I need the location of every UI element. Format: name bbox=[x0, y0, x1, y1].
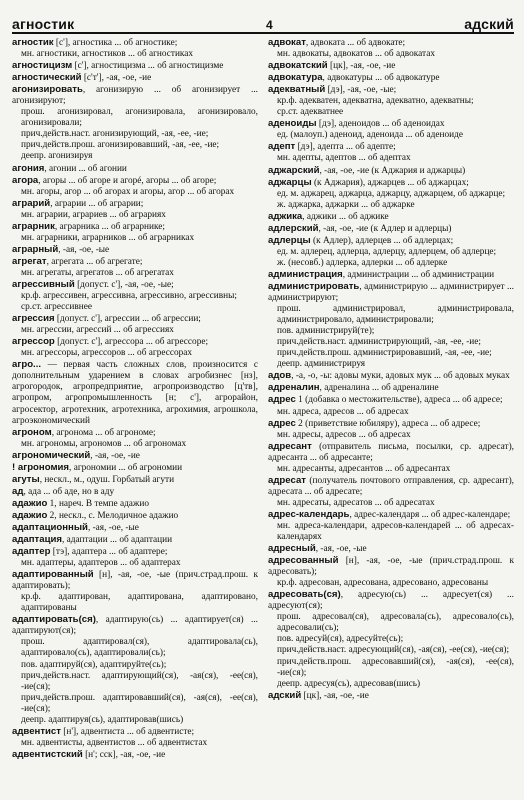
entry-text: [дэ], адепта ... об адепте; bbox=[295, 142, 396, 153]
entry-text: , адаптации ... об адаптации bbox=[61, 535, 173, 546]
entry-headword: администрация bbox=[268, 268, 343, 280]
entry-text: [допуст. с'], агрессии ... об агрессии; bbox=[54, 314, 201, 325]
dictionary-entry bbox=[12, 72, 258, 84]
dictionary-entry bbox=[268, 394, 514, 406]
dictionary-entry bbox=[12, 569, 258, 592]
dictionary-entry bbox=[268, 370, 514, 382]
entry-text: мн. аграрники, аграрников ... об аграрниках bbox=[21, 232, 195, 243]
running-header bbox=[12, 10, 514, 34]
entry-headword: адов bbox=[268, 370, 292, 382]
entry-headword: агро... bbox=[12, 359, 42, 371]
entry-subline bbox=[268, 498, 514, 509]
entry-text: , адвоката ... об адвокате; bbox=[305, 38, 406, 48]
dictionary-entry bbox=[12, 175, 258, 187]
dictionary-entry bbox=[268, 37, 514, 49]
entry-subline bbox=[268, 407, 514, 418]
entry-text: мн. адресаты, адресатов ... об адресатах bbox=[277, 497, 435, 508]
entry-subline bbox=[268, 258, 514, 269]
entry-subline bbox=[268, 304, 514, 326]
entry-subline bbox=[268, 657, 514, 679]
entry-subline bbox=[268, 348, 514, 359]
entry-headword: агонизировать bbox=[12, 84, 83, 96]
entry-headword: адаптация bbox=[12, 534, 62, 546]
entry-text: кр.ф. адресован, адресована, адресовано, адресованы bbox=[277, 578, 489, 589]
entry-text: мн. агрегаты, агрегатов ... об агрегатах bbox=[21, 267, 174, 278]
entry-text: (отправитель письма, посылки, ср. адресат), адресанта ... об адресанте; bbox=[268, 441, 514, 463]
entry-text: кр.ф. агрессивен, агрессивна, агрессивно, агрессивны; bbox=[21, 291, 237, 302]
entry-text: мн. агоры, агор ... об агорах и агоры, агор ... об агорах bbox=[21, 186, 235, 197]
entry-subline bbox=[268, 464, 514, 475]
entry-text: , -а, -о, -ы: адовы муки, адовых мук ... об адовых муках bbox=[291, 371, 510, 382]
entry-text: , агонизирую ... об агонизирует ... агонизируют; bbox=[12, 85, 258, 107]
entry-subline bbox=[12, 671, 258, 693]
entry-subline bbox=[12, 637, 258, 659]
dictionary-entry bbox=[12, 498, 258, 510]
dictionary-entry bbox=[268, 72, 514, 84]
entry-text: , агронома ... об агрономе; bbox=[51, 427, 156, 438]
entry-subline bbox=[12, 738, 258, 749]
dictionary-entry bbox=[12, 37, 258, 49]
entry-headword: адресовать(ся) bbox=[268, 589, 341, 601]
entry-subline bbox=[268, 96, 514, 107]
entry-headword: адвокатура bbox=[268, 72, 323, 84]
entry-headword: агрегат bbox=[12, 255, 47, 267]
entry-subline bbox=[268, 634, 514, 645]
entry-text: [н], -ая, -ое, -ые (прич.страд.прош. к адресовать); bbox=[268, 556, 514, 578]
entry-subline bbox=[12, 151, 258, 162]
entry-text: , агрономии ... об агрономии bbox=[69, 462, 183, 473]
dictionary-entry bbox=[268, 223, 514, 235]
left-column bbox=[12, 37, 258, 761]
dictionary-entry bbox=[12, 163, 258, 175]
entry-text: , -ая, -ое, -ые bbox=[87, 522, 139, 533]
entry-text: пов. администрируй(те); bbox=[277, 326, 375, 337]
entry-headword: агрессор bbox=[12, 336, 55, 348]
entry-headword: адресный bbox=[268, 543, 316, 555]
entry-headword: адский bbox=[268, 689, 302, 701]
dictionary-entry bbox=[12, 256, 258, 268]
entry-headword: агуты bbox=[12, 473, 40, 485]
entry-headword: адвентистский bbox=[12, 748, 83, 760]
entry-text: прош. агонизировал, агонизировала, агонизировало, агонизировали; bbox=[21, 107, 258, 129]
entry-text: (к Аджария), аджарцев ... об аджарцах; bbox=[311, 177, 469, 188]
entry-text: [н'], адвентиста ... об адвентисте; bbox=[60, 726, 195, 737]
dictionary-entry bbox=[268, 475, 514, 498]
entry-headword: адрес bbox=[268, 394, 296, 406]
entry-text: , адреналина ... об адреналине bbox=[319, 383, 439, 394]
entry-headword: ! агрономия bbox=[12, 461, 70, 473]
entry-text: мн. адвентисты, адвентистов ... об адвентистах bbox=[21, 737, 208, 748]
entry-text: , адаптирую(сь) ... адаптирует(ся) ... адаптируют(ся); bbox=[12, 615, 258, 637]
dictionary-entry bbox=[12, 510, 258, 522]
entry-headword: агрономический bbox=[12, 449, 91, 461]
dictionary-entry bbox=[12, 522, 258, 534]
entry-text: прич.действ.наст. агонизирующий, -ая, -ее, -ие; bbox=[21, 129, 209, 140]
entry-text: прич.действ.прош. адаптировавший(ся), -ая(ся), -ее(ся), -ие(ся); bbox=[21, 692, 258, 714]
entry-subline bbox=[12, 187, 258, 198]
entry-subline bbox=[268, 49, 514, 60]
entry-text: пов. адаптируй(ся), адаптируйте(сь); bbox=[21, 659, 167, 670]
entry-subline bbox=[12, 302, 258, 313]
entry-headword: адвентист bbox=[12, 725, 61, 737]
entry-text: [с'], агностика ... об агностике; bbox=[53, 38, 178, 48]
entry-subline bbox=[268, 645, 514, 656]
entry-text: [допуст. с'], -ая, -ое, -ые; bbox=[74, 279, 174, 290]
entry-text: , агрегата ... об агрегате; bbox=[46, 256, 143, 267]
entry-text: , администрации ... об администрации bbox=[342, 269, 495, 280]
entry-subline bbox=[12, 233, 258, 244]
dictionary-entry bbox=[268, 543, 514, 555]
right-column bbox=[268, 37, 514, 761]
entry-text: мн. адаптеры, адаптеров ... об адаптерах bbox=[21, 558, 181, 569]
dictionary-entry bbox=[268, 509, 514, 521]
entry-subline bbox=[268, 337, 514, 348]
entry-headword: агностический bbox=[12, 72, 82, 84]
entry-headword: адреналин bbox=[268, 382, 320, 394]
entry-headword: адресованный bbox=[268, 555, 339, 567]
entry-headword: агроном bbox=[12, 426, 52, 438]
dictionary-entry bbox=[268, 165, 514, 177]
entry-subline bbox=[12, 325, 258, 336]
dictionary-entry bbox=[12, 221, 258, 233]
dictionary-entry bbox=[268, 418, 514, 430]
entry-text: , -ая, -ое, -ие bbox=[90, 450, 140, 461]
entry-text: мн. адепты, адептов ... об адептах bbox=[277, 153, 411, 164]
entry-text: 2 (приветствие юбиляру), адреса ... об адресе; bbox=[295, 418, 481, 429]
entry-subline bbox=[12, 107, 258, 129]
entry-text: мн. адресы, адресов ... об адресах bbox=[277, 429, 411, 440]
entry-subline bbox=[268, 189, 514, 200]
entry-subline bbox=[268, 107, 514, 118]
entry-text: ед. (малоуп.) аденоид, аденоида ... об аденоиде bbox=[277, 130, 463, 141]
dictionary-entry bbox=[12, 450, 258, 462]
entry-text: 1 (добавка о местожительстве), адреса ... об адресе; bbox=[295, 395, 503, 406]
entry-subline bbox=[268, 578, 514, 589]
entry-subline bbox=[12, 140, 258, 151]
entry-text: , -ая, -ое, -ые bbox=[58, 244, 110, 255]
entry-headword: агрессивный bbox=[12, 278, 75, 290]
dictionary-entry bbox=[268, 441, 514, 464]
entry-text: (получатель почтового отправления, ср. адресант), адресата ... об адресате; bbox=[268, 475, 514, 497]
left-running-headword: агностик bbox=[12, 16, 75, 32]
entry-text: пов. адресуй(ся), адресуйте(сь); bbox=[277, 634, 404, 645]
entry-text: , аджики ... об аджике bbox=[302, 211, 389, 222]
entry-text: ср.ст. адекватнее bbox=[277, 107, 344, 118]
entry-subline bbox=[268, 130, 514, 141]
dictionary-entry bbox=[12, 60, 258, 72]
dictionary-entry bbox=[12, 534, 258, 546]
dictionary-entry bbox=[268, 690, 514, 702]
entry-text: мн. агрессоры, агрессоров ... об агрессорах bbox=[21, 348, 193, 359]
entry-headword: адлерцы bbox=[268, 234, 311, 246]
dictionary-entry bbox=[12, 486, 258, 498]
entry-subline bbox=[268, 612, 514, 634]
page-number: 4 bbox=[265, 18, 273, 32]
entry-text: мн. агностики, агностиков ... об агностиках bbox=[21, 49, 194, 60]
entry-text: , ада ... об аде, но в аду bbox=[23, 486, 115, 497]
entry-headword: адресат bbox=[268, 474, 306, 486]
entry-headword: адажио bbox=[12, 497, 48, 509]
entry-text: [дэ], -ая, -ое, -ые; bbox=[325, 85, 397, 96]
entry-subline bbox=[268, 247, 514, 258]
entry-text: , администрирую ... администрирует ... администрируют; bbox=[268, 281, 514, 304]
entry-text: ср.ст. агрессивнее bbox=[21, 302, 93, 313]
dictionary-entry bbox=[268, 177, 514, 189]
entry-text: ж. (несовб.) адлерка, адлерки ... об адлерке bbox=[277, 257, 448, 268]
entry-headword: адвокат bbox=[268, 37, 306, 48]
entry-headword: адаптер bbox=[12, 546, 51, 558]
entry-text: кр.ф. адекватен, адекватна, адекватно, адекватны; bbox=[277, 96, 474, 107]
dictionary-entry bbox=[268, 60, 514, 72]
entry-subline bbox=[268, 679, 514, 690]
entry-headword: адаптировать(ся) bbox=[12, 614, 96, 626]
entry-headword: адвокатский bbox=[268, 60, 328, 72]
entry-text: [с'], агностицизма ... об агностицизме bbox=[72, 61, 224, 72]
dictionary-entry bbox=[268, 118, 514, 130]
entry-subline bbox=[268, 153, 514, 164]
entry-headword: адрес-календарь bbox=[268, 508, 350, 520]
dictionary-entry bbox=[268, 382, 514, 394]
entry-text: прич.действ.прош. администрировавший, -ая, -ее, -ие; bbox=[277, 348, 492, 359]
entry-text: прош. адресовал(ся), адресовала(сь), адресовало(сь), адресовали(сь); bbox=[277, 612, 514, 634]
entry-text: прич.действ.наст. адаптирующий(ся), -ая(ся), -ее(ся), -ие(ся); bbox=[21, 670, 258, 692]
entry-text: кр.ф. адаптирован, адаптирована, адаптировано, адаптированы bbox=[21, 592, 258, 614]
entry-headword: агрессия bbox=[12, 313, 55, 325]
dictionary-entry bbox=[12, 279, 258, 291]
dictionary-entry bbox=[12, 546, 258, 558]
entry-text: ед. м. адлерец, адлерца, адлерцу, адлерцем, об адлерце; bbox=[277, 246, 497, 257]
entry-text: — первая часть сложных слов, произносится с дополнительным ударением в словах агробизнес [нз], агрогородок, агропредприятие, агропроизводство [ц'тв], агропром, агропромышленность [н; с'], агрорайон, агросектор, агротехник, агротехника, агрохимия, агрошкола, агроэкономический bbox=[12, 360, 258, 426]
entry-subline bbox=[268, 200, 514, 211]
two-column-body bbox=[12, 37, 514, 761]
dictionary-entry bbox=[12, 313, 258, 325]
entry-text: деепр. адресуя(сь), адресовав(шись) bbox=[277, 678, 421, 689]
entry-subline bbox=[12, 291, 258, 302]
entry-text: [н], -ая, -ое, -ые (прич.страд.прош. к адаптировать); bbox=[12, 570, 258, 592]
entry-headword: адепт bbox=[268, 141, 296, 153]
entry-headword: адресант bbox=[268, 440, 312, 452]
entry-headword: ад bbox=[12, 485, 24, 497]
entry-text: [допуст. с'], агрессора ... об агрессоре; bbox=[54, 337, 209, 348]
entry-text: деепр. адаптируя(сь), адаптировав(шись) bbox=[21, 714, 184, 725]
dictionary-entry bbox=[12, 462, 258, 474]
entry-text: прич.действ.прош. агонизировавший, -ая, -ее, -ие; bbox=[21, 140, 220, 151]
dictionary-entry bbox=[268, 269, 514, 281]
dictionary-entry bbox=[12, 359, 258, 426]
entry-text: ед. м. аджарец, аджарца, аджарцу, аджарцем, об аджарце; bbox=[277, 188, 506, 199]
dictionary-entry bbox=[268, 211, 514, 223]
entry-subline bbox=[12, 592, 258, 614]
entry-subline bbox=[12, 210, 258, 221]
entry-text: мн. адвокаты, адвокатов ... об адвокатах bbox=[277, 49, 435, 60]
entry-headword: аграрий bbox=[12, 197, 51, 209]
dictionary-entry bbox=[12, 427, 258, 439]
entry-subline bbox=[12, 268, 258, 279]
dictionary-entry bbox=[12, 198, 258, 210]
entry-subline bbox=[12, 439, 258, 450]
dictionary-entry bbox=[12, 726, 258, 738]
dictionary-entry bbox=[12, 474, 258, 486]
entry-subline bbox=[12, 660, 258, 671]
dictionary-entry bbox=[12, 244, 258, 256]
entry-text: прич.действ.наст. адресующий(ся), -ая(ся), -ее(ся), -ие(ся); bbox=[277, 645, 510, 656]
entry-text: мн. агрессии, агрессий ... об агрессиях bbox=[21, 325, 174, 336]
entry-text: деепр. агонизируя bbox=[21, 151, 93, 162]
entry-headword: агония bbox=[12, 162, 45, 174]
entry-text: [с'т'], -ая, -ое, -ие bbox=[81, 73, 152, 84]
entry-text: , нескл., м., одуш. Горбатый агути bbox=[39, 474, 175, 485]
entry-text: , агонии ... об агонии bbox=[44, 163, 127, 174]
entry-text: , адрес-календаря ... об адрес-календаре; bbox=[349, 509, 511, 520]
entry-subline bbox=[12, 129, 258, 140]
entry-subline bbox=[12, 715, 258, 726]
entry-headword: агностицизм bbox=[12, 60, 73, 72]
entry-text: прич.действ.наст. администрирующий, -ая, -ее, -ие; bbox=[277, 337, 481, 348]
entry-headword: аграрный bbox=[12, 243, 59, 255]
entry-text: прич.действ.прош. адресовавший(ся), -ая(ся), -ее(ся), -ие(ся); bbox=[277, 656, 514, 678]
entry-subline bbox=[268, 326, 514, 337]
entry-text: 2, нескл., с. Мелодичное адажио bbox=[47, 510, 179, 521]
entry-headword: аджарский bbox=[268, 164, 320, 176]
dictionary-entry bbox=[12, 749, 258, 761]
entry-subline bbox=[268, 430, 514, 441]
entry-text: , аграрника ... об аграрнике; bbox=[54, 221, 165, 232]
entry-text: , -ая, -ое, -ые bbox=[315, 544, 367, 555]
entry-text: прош. адаптировал(ся), адаптировала(сь), адаптировало(сь), адаптировали(сь); bbox=[21, 637, 258, 659]
entry-headword: агора bbox=[12, 174, 39, 186]
entry-text: , адресую(сь) ... адресует(ся) ... адресуют(ся); bbox=[268, 590, 514, 612]
entry-subline bbox=[12, 348, 258, 359]
entry-headword: аграрник bbox=[12, 220, 55, 232]
entry-text: [дэ], аденоидов ... об аденоидах bbox=[316, 119, 445, 130]
entry-text: мн. адреса-календари, адресов-календарей ... об адресах-календарях bbox=[277, 520, 514, 543]
entry-headword: адаптированный bbox=[12, 569, 94, 581]
entry-headword: агностик bbox=[12, 37, 54, 48]
entry-headword: адаптационный bbox=[12, 521, 88, 533]
right-running-headword: адский bbox=[464, 16, 514, 32]
entry-subline bbox=[268, 521, 514, 543]
entry-text: , -ая, -ое, -ие (к Адлер и адлерцы) bbox=[318, 223, 452, 234]
dictionary-entry bbox=[268, 281, 514, 304]
entry-text: , аграрии ... об аграрии; bbox=[50, 198, 144, 209]
entry-subline bbox=[12, 49, 258, 60]
dictionary-entry bbox=[268, 84, 514, 96]
entry-text: [тэ], адаптера ... об адаптере; bbox=[50, 547, 168, 558]
entry-text: мн. адреса, адресов ... об адресах bbox=[277, 406, 409, 417]
dictionary-entry bbox=[268, 141, 514, 153]
entry-text: [цк], -ая, -ое, -ие bbox=[301, 690, 369, 701]
entry-text: мн. аграрии, аграриев ... об аграриях bbox=[21, 209, 166, 220]
dictionary-entry bbox=[12, 84, 258, 107]
entry-headword: аджарцы bbox=[268, 176, 312, 188]
dictionary-entry bbox=[268, 235, 514, 247]
entry-subline bbox=[12, 558, 258, 569]
entry-text: ж. аджарка, аджарки ... об аджарке bbox=[277, 199, 415, 210]
entry-headword: адекватный bbox=[268, 84, 326, 96]
entry-text: [н'; сск], -ая, -ое, -ие bbox=[82, 749, 166, 760]
entry-headword: адлерский bbox=[268, 222, 319, 234]
entry-headword: аджика bbox=[268, 210, 303, 222]
dictionary-entry bbox=[268, 589, 514, 612]
entry-text: мн. агрономы, агрономов ... об агрономах bbox=[21, 438, 187, 449]
entry-headword: аденоиды bbox=[268, 118, 317, 130]
entry-headword: администрировать bbox=[268, 280, 360, 292]
entry-subline bbox=[12, 693, 258, 715]
entry-subline bbox=[268, 359, 514, 370]
entry-text: , адвокатуры ... об адвокатуре bbox=[322, 73, 440, 84]
entry-text: , -ая, -ое, -ие (к Аджария и аджарцы) bbox=[319, 165, 466, 176]
entry-text: мн. адресанты, адресантов ... об адресантах bbox=[277, 463, 451, 474]
entry-headword: адажио bbox=[12, 509, 48, 521]
entry-text: деепр. администрируя bbox=[277, 359, 366, 370]
dictionary-entry bbox=[12, 614, 258, 637]
dictionary-entry bbox=[268, 555, 514, 578]
entry-headword: адрес bbox=[268, 417, 296, 429]
entry-text: (к Адлер), адлерцев ... об адлерцах; bbox=[310, 235, 454, 246]
entry-text: прош. администрировал, администрировала, администрировало, администрировали; bbox=[277, 304, 514, 326]
entry-text: [цк], -ая, -ое, -ие bbox=[327, 61, 396, 72]
entry-text: , агоры ... об агоре и агорé, агоры ... об агоре; bbox=[38, 175, 217, 186]
entry-text: 1, нареч. В темпе адажио bbox=[47, 498, 149, 509]
dictionary-entry bbox=[12, 336, 258, 348]
